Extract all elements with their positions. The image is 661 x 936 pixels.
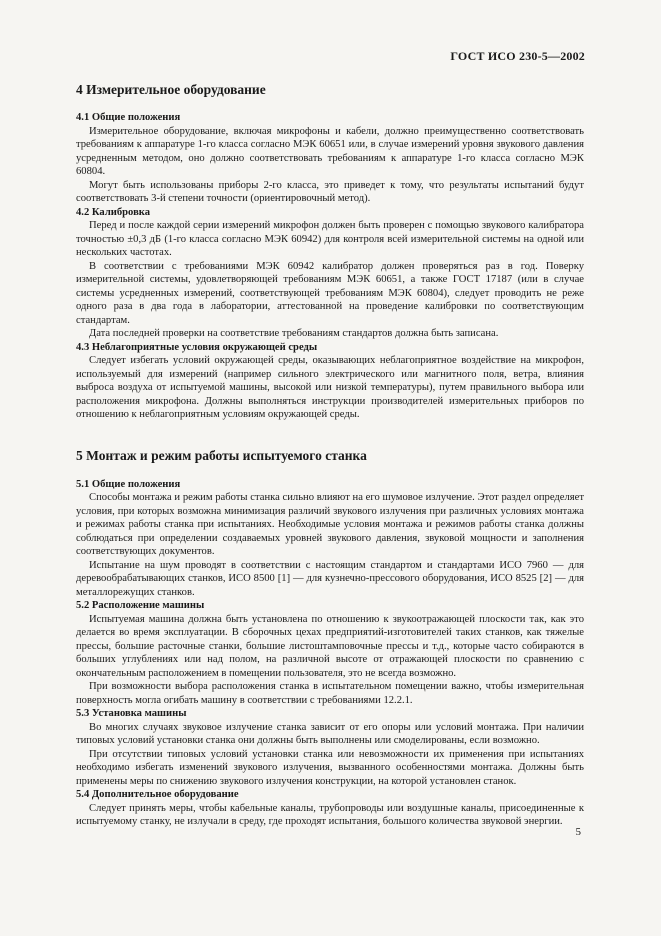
section-5-title: 5 Монтаж и режим работы испытуемого станка: [76, 447, 367, 463]
subsection-4-2-title: 4.2 Калибровка: [76, 206, 151, 218]
paragraph: Перед и после каждой серии измерений микрофон должен быть проверен с помощью звукового калибратора точностью ±0,3 дБ (1-го класса согласно МЭК 60942) для контроля всей измерительной системы на одной или нескольких частотах.: [76, 220, 584, 258]
paragraph: Следует избегать условий окружающей среды, оказывающих неблагоприятное воздействие на микрофон, используемый для измерений (например сильного электрического или магнитного поля, ветра, влияния выброса воздуха от испытуемой машины, высокой или низкой температуры), путем правильного выбора или расположения микрофона. Должны выполняться инструкции производителей измерительных приборов по отношению к неблагоприятным условиям окружающей среды.: [76, 355, 584, 420]
page-number: 5: [575, 826, 581, 838]
subsection-4-1-title: 4.1 Общие положения: [76, 112, 181, 123]
paragraph: Измерительное оборудование, включая микрофоны и кабели, должно преимущественно соответствовать требованиям к аппаратуре 1-го класса согласно МЭК 60651 или, в случае измерений уровня звукового давления усредненным методом, оно должно соответствовать требованиям к аппаратуре 1-го класса согласно МЭК 60804.: [76, 125, 584, 177]
section-4-title: 4 Измерительное оборудование: [76, 82, 266, 97]
paragraph: Испытание на шум проводят в соответствии с настоящим стандартом и стандартами ИСО 7960 — для деревообрабатывающих станков, ИСО 8500 [1] — для кузнечно-прессового оборудования, ИСО 8525 [2] — для металлорежущих станков.: [76, 559, 584, 598]
paragraph: При отсутствии типовых условий установки станка или невозможности их применения при испытаниях необходимо избегать изменений звукового излучения, вызванного особенностями монтажа. Должны быть применены меры по снижению звукового излучения конструкции, на которой установлен станок.: [76, 748, 584, 787]
paragraph: Испытуемая машина должна быть установлена по отношению к звукоотражающей плоскости так, как это делается во время эксплуатации. В сборочных цехах предприятий-изготовителей таких станков, как тяжелые прессы, большие расточные станки, большие листоштамповочные прессы и т.д., которые часто собираются в больших углублениях или над полом, на различной высоте от отражающей плоскости по сравнению с окончательным расположением в помещении пользователя, это не всегда возможно.: [76, 613, 584, 679]
paragraph: Способы монтажа и режим работы станка сильно влияют на его шумовое излучение. Этот раздел определяет условия, при которых возможна минимизация различий звукового излучения при различных условиях монтажа и режимах работы станка при испытаниях. Необходимые условия монтажа и режимов работы станка должны соблюдаться при определении создаваемых уровней звукового давления, звуковой мощности и заполнения соответствующих документов.: [76, 492, 584, 557]
paragraph: В соответствии с требованиями МЭК 60942 калибратор должен проверяться раз в год. Поверку измерительной системы, удовлетворяющей требованиям МЭК 60651, а также ГОСТ 17187 (или в случае системы усредненных измерений, соответствующей требованиям МЭК 60804), следует проводить не реже одного раза в два года в лаборатории, аттестованной на проведение калибровки по соответствующим стандартам.: [76, 260, 584, 326]
subsection-5-4-title: 5.4 Дополнительное оборудование: [76, 789, 239, 800]
subsection-5-2-title: 5.2 Расположение машины: [76, 600, 205, 611]
paragraph: Во многих случаях звуковое излучение станка зависит от его опоры или условий монтажа. При наличии типовых условий установки станка они должны быть выполнены или смоделированы, если возможно.: [76, 721, 584, 746]
paragraph: Дата последней проверки на соответствие требованиям стандартов должна быть записана.: [89, 328, 499, 339]
subsection-5-3-title: 5.3 Установка машины: [76, 708, 187, 719]
paragraph: При возможности выбора расположения станка в испытательном помещении важно, чтобы измерительная поверхность могла огибать машину в соответствии с требованиями 12.2.1.: [76, 681, 584, 706]
paragraph: Следует принять меры, чтобы кабельные каналы, трубопроводы или воздушные каналы, присоединенные к испытуемому станку, не излучали в среду, где проходят испытания, большого количества звуковой энергии.: [76, 802, 584, 827]
subsection-5-1-title: 5.1 Общие положения: [76, 478, 181, 490]
subsection-4-3-title: 4.3 Неблагоприятные условия окружающей среды: [76, 341, 318, 353]
document-body: [76, 74, 584, 829]
document-header: ГОСТ ИСО 230-5—2002: [450, 49, 585, 63]
paragraph: Могут быть использованы приборы 2-го класса, это приведет к тому, что результаты испытаний будут соответствовать 3-й степени точности (ориентировочный метод).: [76, 179, 584, 204]
